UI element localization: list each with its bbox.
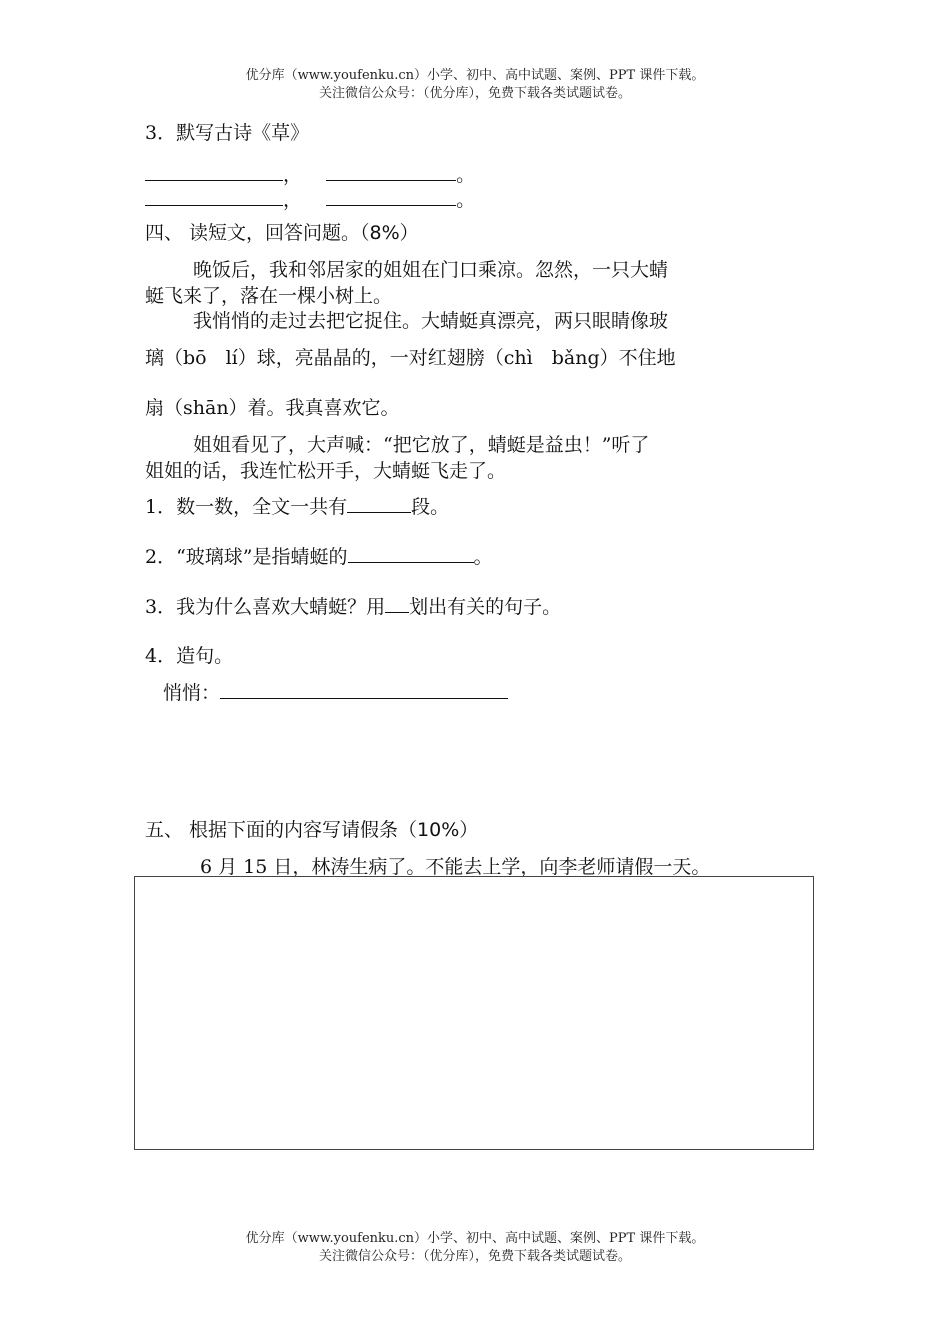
- footer-line-1: 优分库（www.youfenku.cn）小学、初中、高中试题、案例、PPT 课件下载。: [245, 1231, 705, 1246]
- poem-blank-2[interactable]: [326, 162, 456, 181]
- poem-period: 。: [456, 189, 476, 211]
- poem-blank-1[interactable]: [145, 162, 283, 181]
- question-4-3: 3．我为什么喜欢大蜻蜓？用 划出有关的句子。: [145, 596, 562, 618]
- passage-para3-line2: 姐姐的话，我连忙松开手，大蜻蜓飞走了。: [145, 460, 507, 482]
- passage-para1-line1: 晚饭后，我和邻居家的姐姐在门口乘凉。忽然，一只大蜻: [193, 259, 669, 281]
- passage-para2-line1: 我悄悄的走过去把它捉住。大蜻蜓真漂亮，两只眼睛像玻: [193, 310, 669, 332]
- question-4-4: 4．造句。: [145, 645, 234, 667]
- question-4-1: 1．数一数，全文一共有 段。: [145, 496, 450, 518]
- header-line-1: 优分库（www.youfenku.cn）小学、初中、高中试题、案例、PPT 课件下载。: [245, 68, 705, 83]
- passage-para2-line2: 璃（bō lí）球，亮晶晶的，一对红翅膀（chì bǎng）不住地: [145, 347, 676, 369]
- passage-para3-line1: 姐姐看见了，大声喊：“把它放了，蜻蜓是益虫！”听了: [193, 434, 650, 456]
- underline-symbol: [385, 594, 409, 613]
- passage-para2-line3: 扇（shān）着。我真喜欢它。: [145, 397, 400, 419]
- footer-line-2: 关注微信公众号：（优分库），免费下载各类试题试卷。: [318, 1249, 631, 1264]
- paragraph-count-blank[interactable]: [347, 494, 411, 513]
- section-5-heading: 五、 根据下面的内容写请假条（10%）: [145, 819, 479, 841]
- poem-line-1: [145, 160, 475, 187]
- poem-blank-4[interactable]: [326, 187, 456, 206]
- question-4-2: 2．“玻璃球”是指蜻蜓的 。: [145, 546, 493, 568]
- sentence-blank[interactable]: [220, 680, 508, 699]
- poem-question-title: 3．默写古诗《草》: [145, 122, 310, 144]
- header-line-2: 关注微信公众号：（优分库），免费下载各类试题试卷。: [318, 86, 631, 101]
- sentence-making-line: 悄悄：: [163, 678, 508, 705]
- poem-blank-3[interactable]: [145, 187, 283, 206]
- leave-note-writing-box[interactable]: [134, 876, 814, 1150]
- poem-comma: ，: [283, 189, 303, 211]
- glass-ball-blank[interactable]: [348, 544, 474, 563]
- poem-comma: ，: [283, 164, 303, 186]
- poem-period: 。: [456, 164, 476, 186]
- section-4-heading: 四、 读短文，回答问题。（8%）: [145, 222, 419, 244]
- passage-para1-line2: 蜓飞来了，落在一棵小树上。: [145, 285, 393, 307]
- leave-note-prompt: 6 月 15 日，林涛生病了。不能去上学，向李老师请假一天。: [200, 856, 711, 878]
- poem-line-2: [145, 185, 475, 212]
